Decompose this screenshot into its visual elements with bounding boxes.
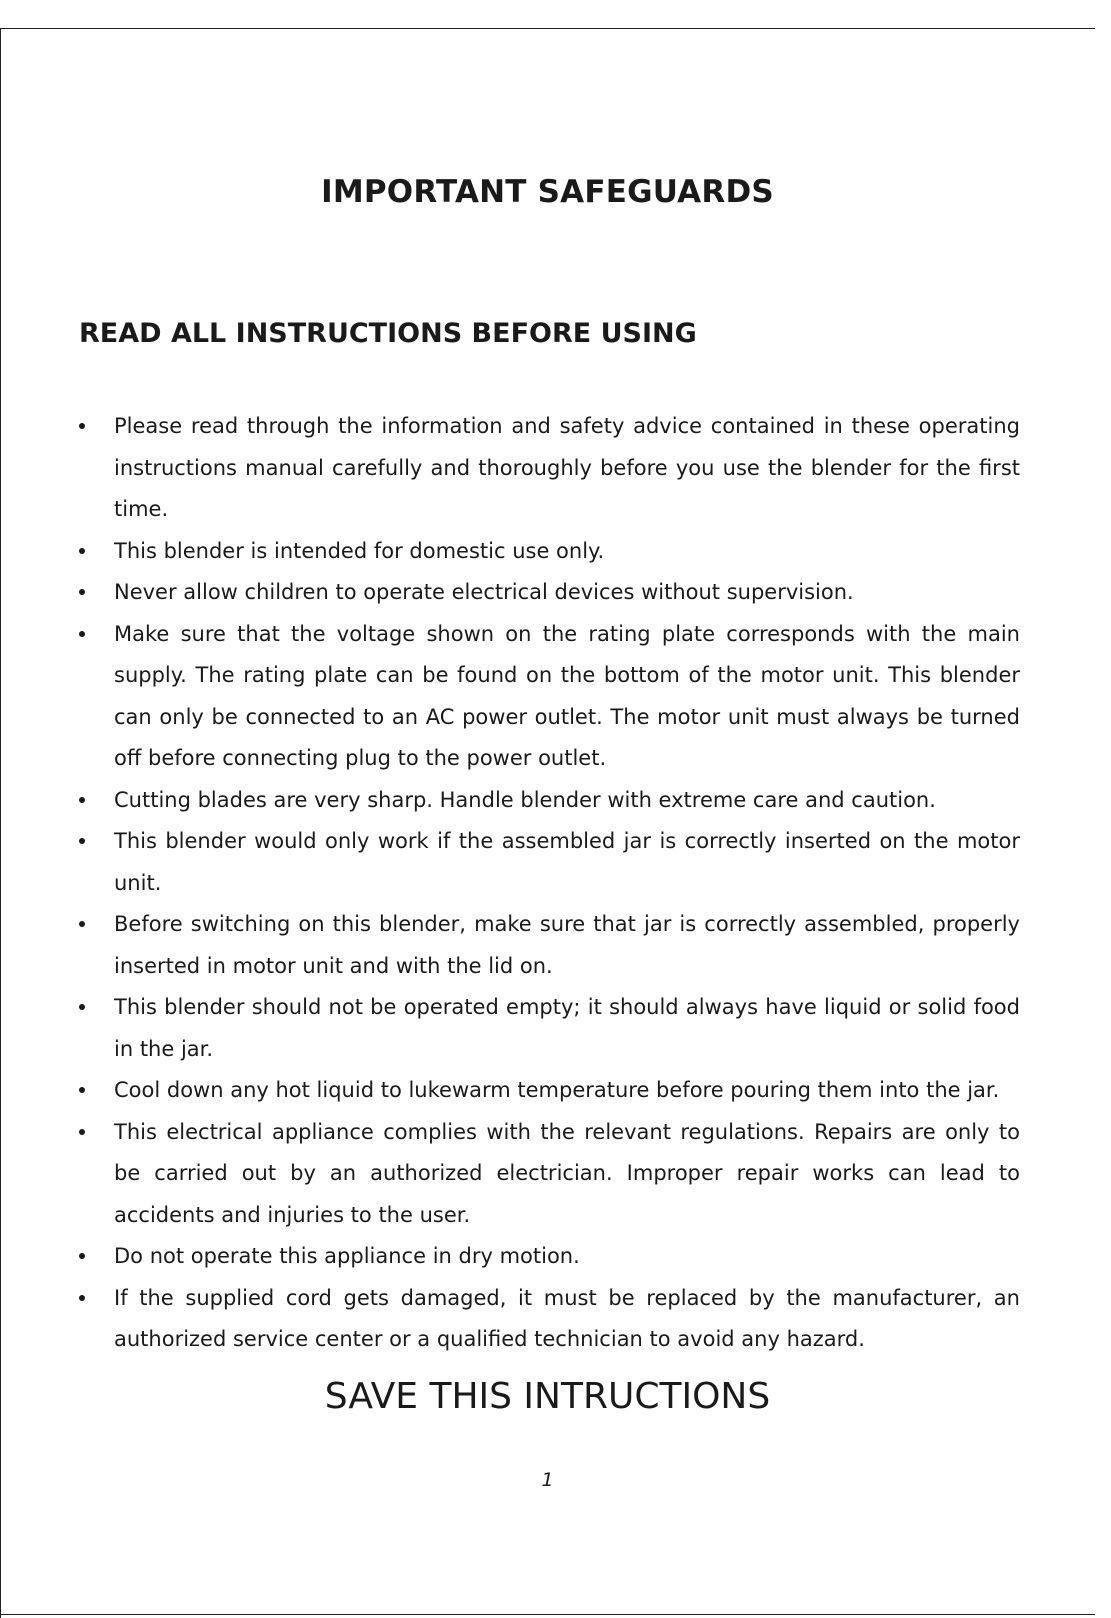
list-item-text: This electrical appliance complies with the relevant regulations. Repairs are only to be carried out by an authorized electrician. Improper repair works can lead to accidents and injuries to the user. [114,1119,1020,1227]
list-item-text: Cutting blades are very sharp. Handle blender with extreme care and caution. [114,787,936,812]
bullet-icon [79,631,85,637]
bullet-icon [79,1087,85,1093]
list-item-text: Please read through the information and safety advice contained in these operating instructions manual carefully and thoroughly before you use the blender for the first time. [114,414,1020,521]
list-item-text: This blender would only work if the assembled jar is correctly inserted on the motor unit. [114,829,1020,895]
list-item [79,1070,1020,1112]
list-item [79,531,1020,573]
list-item-text: Cool down any hot liquid to lukewarm temperature before pouring them into the jar. [114,1078,1000,1102]
bullet-icon [79,548,85,554]
list-item [79,780,1020,822]
bullet-icon [79,1253,85,1259]
list-item [79,572,1020,614]
bullet-icon [79,423,85,429]
bullet-icon [79,921,85,927]
list-item [79,1112,1020,1237]
list-item-text: If the supplied cord gets damaged, it must be replaced by the manufacturer, an authorized service center or a qualified technician to avoid any hazard. [114,1285,1020,1351]
list-item [79,987,1020,1070]
bullet-icon [79,838,85,844]
list-item [79,614,1020,780]
bullet-icon [79,1295,85,1301]
bullet-icon [79,589,85,595]
bullet-icon [79,1129,85,1135]
list-item-text: Never allow children to operate electrical devices without supervision. [114,580,854,604]
page-number: 1 [541,1469,554,1491]
closing-heading: SAVE THIS INTRUCTIONS [324,1376,771,1417]
section-heading: READ ALL INSTRUCTIONS BEFORE USING [79,318,697,349]
bottom-rule [0,1614,1095,1615]
list-item [79,821,1020,904]
bullet-icon [79,797,85,803]
page-title: IMPORTANT SAFEGUARDS [321,174,774,210]
list-item-text: Before switching on this blender, make sure that jar is correctly assembled, properly inserted in motor unit and with the lid on. [114,912,1020,978]
list-item-text: This blender is intended for domestic use only. [114,538,605,563]
list-item [79,904,1020,987]
list-item [79,1278,1020,1361]
list-item [79,1236,1020,1278]
list-item-text: Make sure that the voltage shown on the rating plate corresponds with the main supply. The rating plate can be found on the bottom of the motor unit. This blender can only be connected to an AC power outlet. The motor unit must always be turned off before connecting plug to the power outlet. [114,621,1020,770]
list-item [79,406,1020,531]
safeguards-list [79,406,1020,1361]
bullet-icon [79,1004,85,1010]
list-item-text: Do not operate this appliance in dry motion. [114,1244,580,1268]
list-item-text: This blender should not be operated empty; it should always have liquid or solid food in the jar. [114,995,1020,1061]
